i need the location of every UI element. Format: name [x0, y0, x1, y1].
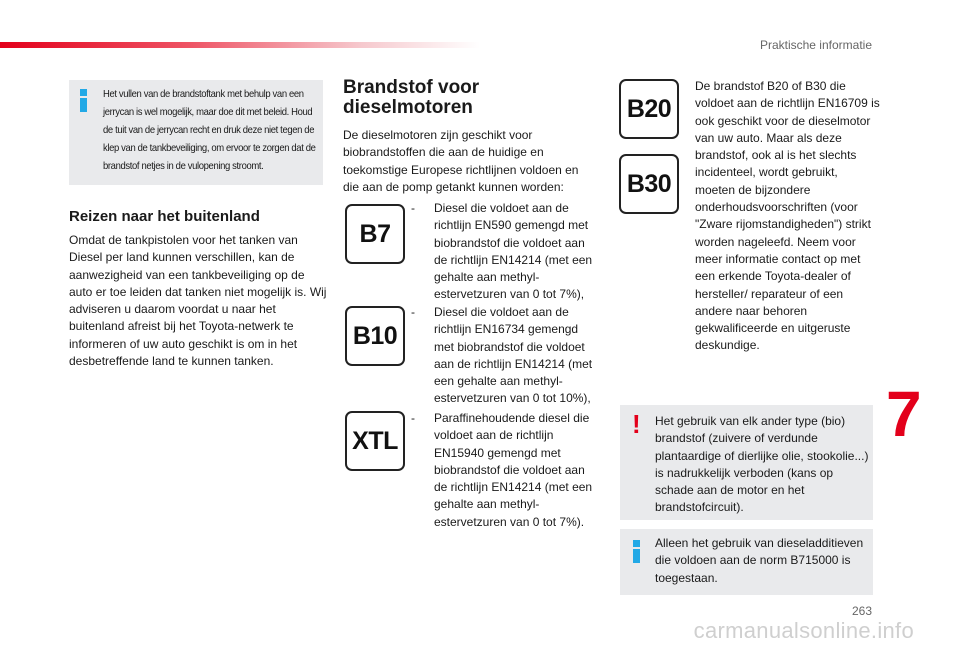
- watermark: carmanualsonline.info: [693, 618, 914, 643]
- fuel-badge-xtl-icon: XTL: [345, 411, 405, 471]
- heading-brandstof: Brandstof voor dieselmotoren: [343, 77, 480, 118]
- warning-box-text: Het gebruik van elk ander type (bio) brandstof (zuivere of verdunde plantaardige of dierlijke olie, stookolie...) is nadrukkelijk verboden (kans op schade aan de motor en het brandstofcircuit).: [655, 414, 869, 515]
- warning-box: [620, 405, 873, 520]
- info-box-additives-text: Alleen het gebruik van dieseladditieven die voldoen aan de norm B715000 is toegestaan.: [655, 536, 864, 585]
- info-box-additives: [620, 529, 873, 595]
- info-icon: [632, 540, 640, 563]
- fuel-badge-b7-icon: B7: [345, 204, 405, 264]
- list-item-xtl: - Paraffinehoudende diesel die voldoet aan de richtlijn EN15940 gemengd met biobrandstof die voldoet aan de richtlijn EN14214 (met een gehalte aan methyl-estervetzuren van 0 tot 7%).: [411, 411, 593, 529]
- page-number: 263: [851, 604, 872, 618]
- fuel-badge-b20-icon: B20: [619, 79, 679, 139]
- list-item-b7: - Diesel die voldoet aan de richtlijn EN590 gemengd met biobrandstof die voldoet aan de richtlijn EN14214 (met een gehalte aan methyl-estervetzuren van 0 tot 7%),: [411, 201, 593, 302]
- section-title: Praktische informatie: [759, 38, 872, 52]
- chapter-number: 7: [886, 378, 922, 450]
- paragraph-b20-b30: De brandstof B20 of B30 die voldoet aan de richtlijn EN16709 is ook geschikt voor de dieselmotor van uw auto. Maar als deze brandstof, ook al is het slechts incidenteel, wordt gebruikt, moeten de bijzondere onderhoudsvoorschriften (voor "Zware rijomstandigheden") strikt worden nageleefd. Neem voor meer informatie contact op met een erkende Toyota-dealer of hersteller/ reparateur of een andere naar behoren gekwalificeerde en uitgeruste deskundige.: [695, 79, 880, 353]
- list-item-b10: - Diesel die voldoet aan de richtlijn EN16734 gemengd met biobrandstof die voldoet aan de richtlijn EN14214 (met een gehalte aan methyl-estervetzuren van 0 tot 10%),: [411, 305, 593, 406]
- info-box-jerrycan-text: Het vullen van de brandstoftank met behulp van een jerrycan is wel mogelijk, maar doe dit met beleid. Houd de tuit van de jerrycan recht en druk deze niet tegen de klep van de tankbeveiliging, om ervoor te zorgen dat de brandstof netjes in de vulopening stroomt.: [103, 89, 316, 172]
- header-accent-bar: [0, 42, 480, 48]
- fuel-badge-b10-icon: B10: [345, 306, 405, 366]
- info-box-jerrycan: [69, 80, 323, 185]
- fuel-badge-b30-icon: B30: [619, 154, 679, 214]
- paragraph-reizen: Omdat de tankpistolen voor het tanken van Diesel per land kunnen verschillen, kan de aanwezigheid van een tankbeveiliging op de auto er toe leiden dat tanken niet mogelijk is. Wij adviseren u daarom voordat u naar het buitenland afreist bij het Toyota-netwerk te informeren of uw auto geschikt is om in het desbetreffende land te kunnen tanken.: [69, 233, 327, 369]
- paragraph-brandstof-intro: De dieselmotoren zijn geschikt voor biobrandstoffen die aan de huidige en toekomstige Europese richtlijnen voldoen en die aan de pomp getankt kunnen worden:: [343, 128, 579, 194]
- info-icon: [79, 89, 87, 112]
- warning-icon: !: [632, 409, 641, 439]
- heading-reizen: Reizen naar het buitenland: [69, 208, 260, 225]
